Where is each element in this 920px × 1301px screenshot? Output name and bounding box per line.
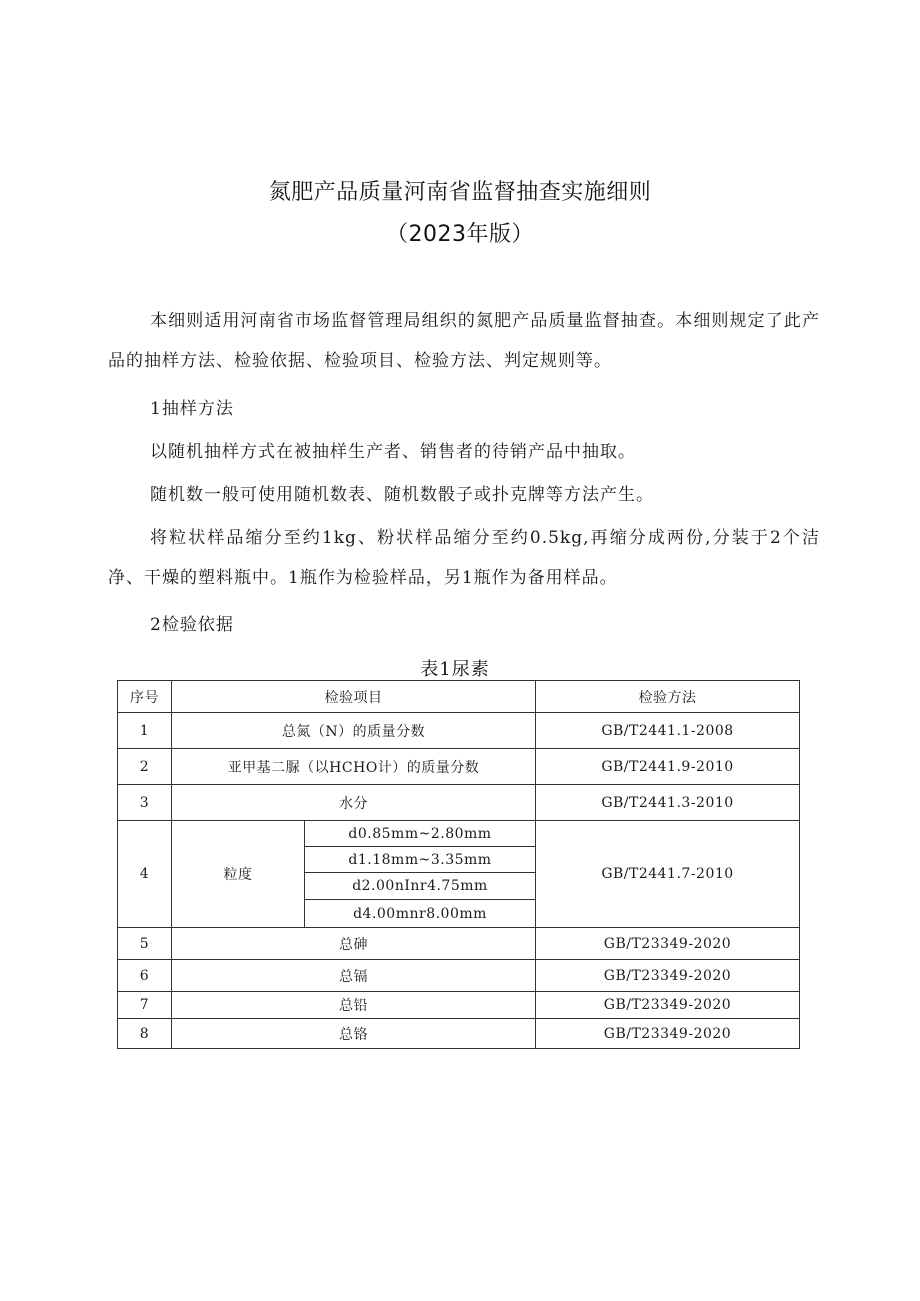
row-index: 4 (118, 821, 172, 928)
section-1-heading: 1抽样方法 (150, 399, 234, 419)
row-sub-item: d1.18mm~3.35mm (305, 847, 536, 873)
table-caption: 表1尿素 (420, 659, 490, 680)
table-row (118, 749, 800, 785)
table-header-row (118, 681, 800, 713)
row-index: 3 (118, 785, 172, 821)
row-method: GB/T2441.9-2010 (536, 749, 800, 785)
table-row (118, 1019, 800, 1049)
section-1-paragraph-random-sampling: 以随机抽样方式在被抽样生产者、销售者的待销产品中抽取。 (150, 442, 636, 462)
intro-paragraph: 本细则适用河南省市场监督管理局组织的氮肥产品质量监督抽查。本细则规定了此产品的抽样方法、检验依据、检验项目、检验方法、判定规则等。 (108, 311, 820, 371)
row-item: 粒度 (172, 821, 305, 928)
row-index: 8 (118, 1019, 172, 1049)
row-index: 2 (118, 749, 172, 785)
row-index: 5 (118, 928, 172, 960)
row-index: 1 (118, 713, 172, 749)
table-row (118, 821, 800, 847)
document-subtitle: （2023年版） (386, 222, 534, 247)
section-1-paragraph-sample-division: 将粒状样品缩分至约1kg、粉状样品缩分至约0.5kg,再缩分成两份,分装于2个洁净、干燥的塑料瓶中。1瓶作为检验样品，另1瓶作为备用样品。 (108, 528, 820, 588)
header-method: 检验方法 (536, 681, 800, 713)
row-index: 6 (118, 960, 172, 992)
row-method: GB/T2441.1-2008 (536, 713, 800, 749)
row-method: GB/T23349-2020 (536, 992, 800, 1019)
row-method: GB/T23349-2020 (536, 928, 800, 960)
row-method: GB/T2441.7-2010 (536, 821, 800, 928)
row-item: 总铬 (172, 1019, 536, 1049)
table-row (118, 960, 800, 992)
header-item: 检验项目 (172, 681, 536, 713)
row-item: 总铅 (172, 992, 536, 1019)
row-sub-item: d0.85mm~2.80mm (305, 821, 536, 847)
row-index: 7 (118, 992, 172, 1019)
inspection-table (117, 680, 800, 1049)
document-title: 氮肥产品质量河南省监督抽查实施细则 (268, 180, 652, 205)
table-row (118, 713, 800, 749)
row-sub-item: d2.00nInr4.75mm (305, 873, 536, 900)
row-item: 总砷 (172, 928, 536, 960)
row-method: GB/T2441.3-2010 (536, 785, 800, 821)
row-item: 水分 (172, 785, 536, 821)
header-index: 序号 (118, 681, 172, 713)
row-item: 总氮（N）的质量分数 (172, 713, 536, 749)
row-item: 总镉 (172, 960, 536, 992)
table-row (118, 928, 800, 960)
table-row (118, 992, 800, 1019)
row-method: GB/T23349-2020 (536, 1019, 800, 1049)
table-row (118, 785, 800, 821)
row-item: 亚甲基二脲（以HCHO计）的质量分数 (172, 749, 536, 785)
section-2-heading: 2检验依据 (150, 615, 234, 635)
row-sub-item: d4.00mnr8.00mm (305, 900, 536, 928)
row-method: GB/T23349-2020 (536, 960, 800, 992)
section-1-paragraph-random-number: 随机数一般可使用随机数表、随机数骰子或扑克牌等方法产生。 (150, 485, 654, 505)
